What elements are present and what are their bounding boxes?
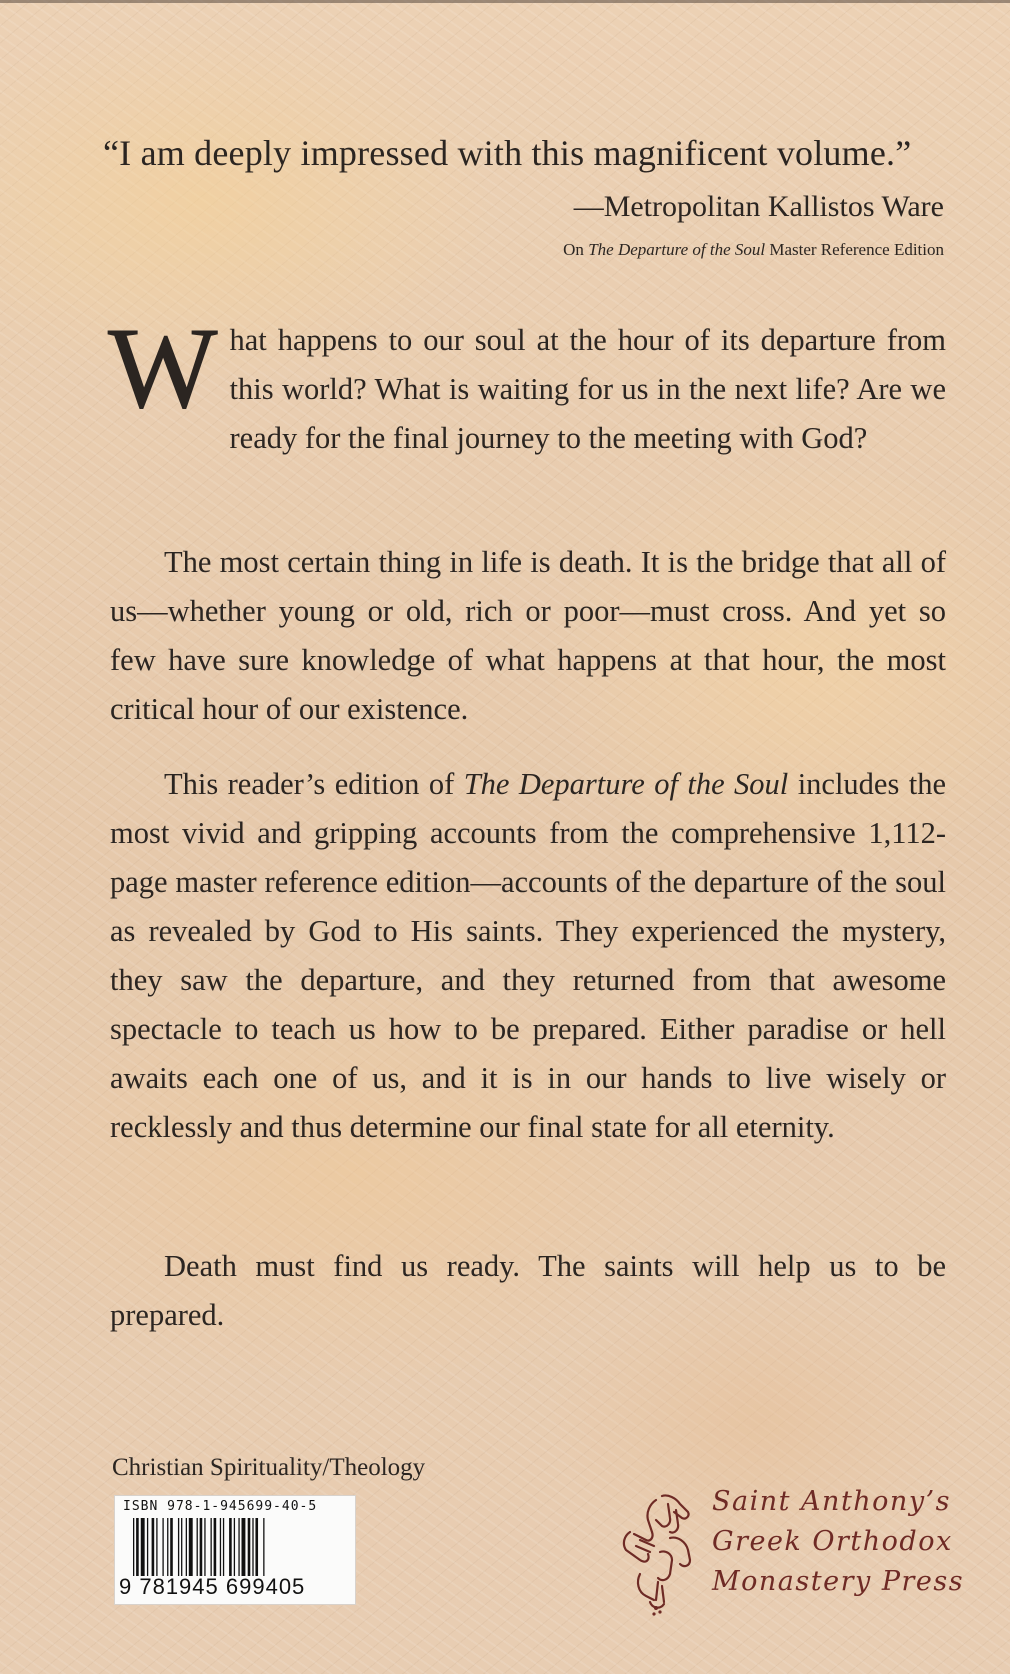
endorsement-attribution: —Metropolitan Kallistos Ware [573, 190, 944, 223]
publisher-line-3: Monastery Press [712, 1566, 965, 1597]
reference-suffix: Master Reference Edition [769, 240, 944, 259]
barcode-digits: 9 781945 699405 [119, 1574, 306, 1599]
description-paragraph-3 [110, 760, 946, 1152]
category-label: Christian Spirituality/Theology [112, 1454, 426, 1481]
cover-top-edge [0, 0, 1010, 3]
praying-hands-icon [610, 1490, 706, 1618]
description-paragraph-1 [108, 305, 946, 463]
endorsement-reference [563, 240, 944, 260]
paragraph-3-after: includes the most vivid and gripping accounts from the comprehensive 1,112-page master reference edition—accounts of the departure of the soul as revealed by God to His saints. They experienced the mystery, they saw the departure, and they returned from that awesome spectacle to teach us how to be prepared. Either paradise or hell awaits each one of us, and it is in our hands to live wisely or recklessly and thus determine our final state for all eternity. [110, 767, 947, 1144]
isbn-barcode [114, 1495, 356, 1605]
reference-title: The Departure of the Soul [588, 240, 766, 259]
paragraph-3-before: This reader’s edition of [164, 767, 455, 801]
reference-prefix: On [563, 240, 584, 259]
drop-cap: W [108, 305, 218, 433]
publisher-name [712, 1482, 964, 1602]
description-paragraph-4 [110, 1242, 946, 1340]
barcode-bars [133, 1518, 347, 1576]
paragraph-2-text: The most certain thing in life is death. It is the bridge that all of us—whether young or old, rich or poor—must cross. And yet so few have sure knowledge of what happens at that hour, the most critical hour of our existence. [110, 545, 946, 726]
publisher-line-2: Greek Orthodox [712, 1526, 953, 1557]
paragraph-3-book-title: The Departure of the Soul [463, 767, 789, 801]
endorsement-quote: “I am deeply impressed with this magnificent volume.” [103, 133, 912, 173]
paragraph-4-text: Death must find us ready. The saints will help us to be prepared. [110, 1249, 946, 1332]
description-paragraph-2 [110, 538, 946, 734]
paragraph-1-text: hat happens to our soul at the hour of its departure from this world? What is waiting for us in the next life? Are we ready for the final journey to the meeting with God? [229, 323, 946, 455]
publisher-line-1: Saint Anthony’s [712, 1486, 952, 1517]
isbn-number: ISBN 978-1-945699-40-5 [123, 1499, 318, 1514]
